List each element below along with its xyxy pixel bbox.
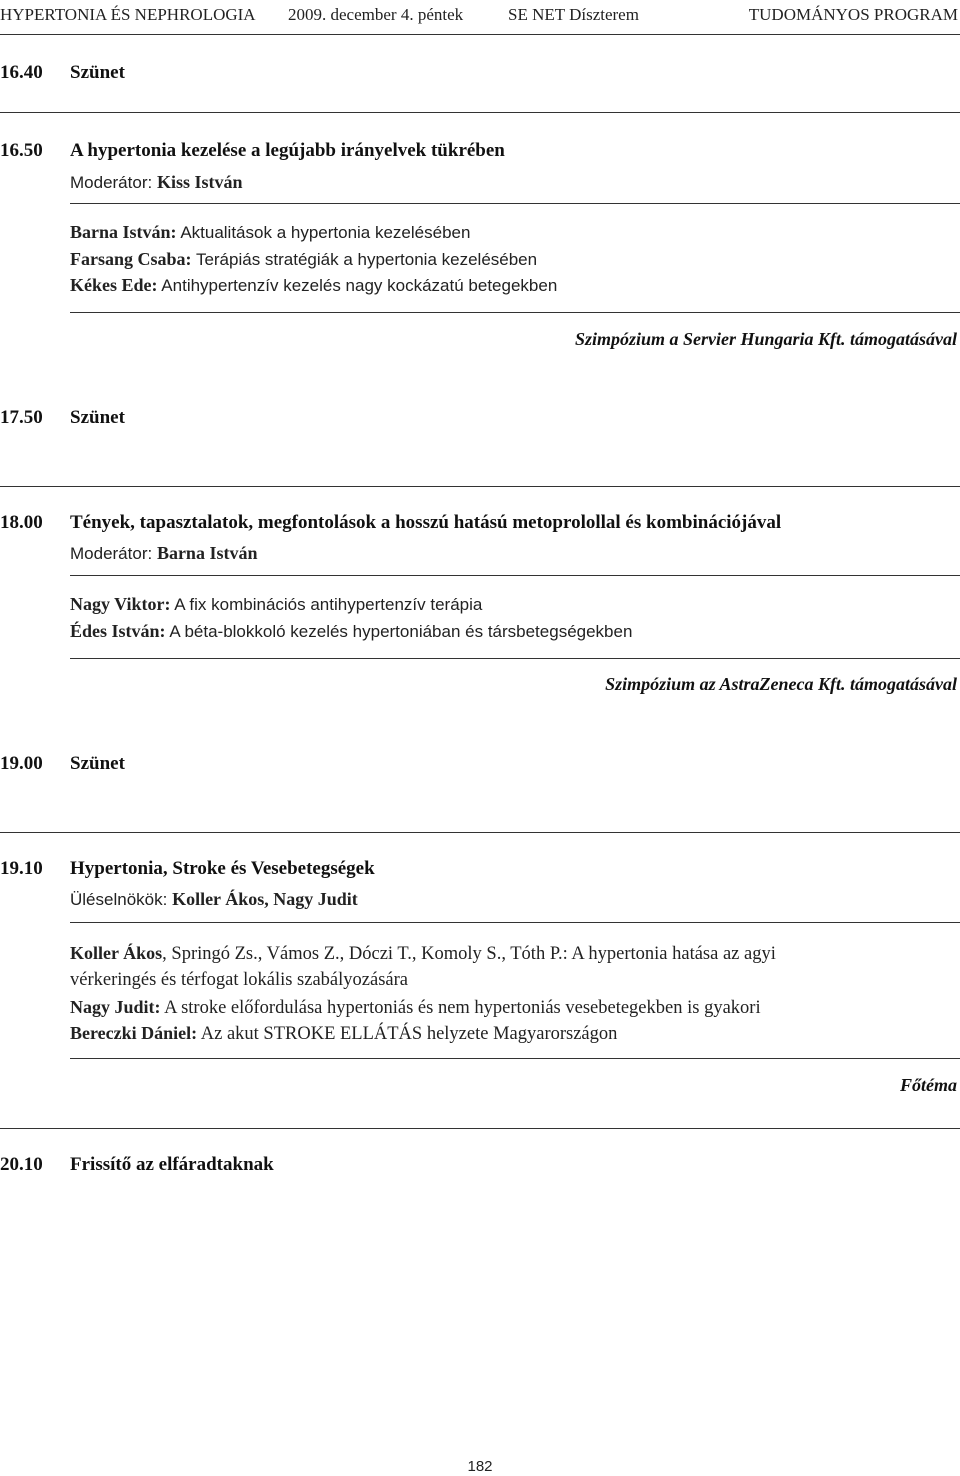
session-title: Szünet [70,407,125,428]
talk-speaker: Nagy Judit: [70,997,161,1017]
session-time: 16.40 [0,62,43,83]
talk-topic: A stroke előfordulása hypertoniás és nem hypertoniás vesebetegekben is gyakori [164,998,761,1018]
event-venue: SE NET Díszterem [508,5,639,24]
moderator-name: Barna István [156,543,258,563]
moderator-line [70,543,257,564]
header-divider [0,34,960,35]
moderator-line [70,889,358,910]
talk-line [70,970,408,991]
section-divider [0,1128,960,1129]
talk-line [70,275,557,296]
talk-topic: A fix kombinációs antihypertenzív terápia [174,595,483,614]
sponsor-note: Főtéma [900,1075,957,1095]
talk-topic: Antihypertenzív kezelés nagy kockázatú betegekben [161,276,558,295]
journal-title: HYPERTONIA ÉS NEPHROLOGIA [0,5,256,24]
talk-line [70,1023,617,1045]
moderator-label: Üléselnökök: [70,890,168,909]
talk-speaker: Bereczki Dániel: [70,1023,198,1043]
talk-topic: Az akut STROKE ELLÁTÁS helyzete Magyarországon [200,1024,618,1044]
page-header [0,0,960,32]
section-divider [70,658,960,659]
talk-topic: vérkeringés és térfogat lokális szabályozására [70,970,408,990]
session-title: A hypertonia kezelése a legújabb irányelvek tükrében [70,140,505,161]
moderator-name: Kiss István [156,172,243,192]
talk-topic: A béta-blokkoló kezelés hypertoniában és társbetegségekben [169,622,633,641]
talk-line [70,249,537,270]
talk-speaker: Nagy Viktor: [70,594,171,614]
section-divider [70,203,960,204]
event-date: 2009. december 4. péntek [288,5,464,24]
talk-line [70,594,482,615]
talk-line [70,621,632,642]
talk-line [70,222,470,243]
session-title: Tények, tapasztalatok, megfontolások a hosszú hatású metoprolollal és kombinációjával [70,512,782,533]
section-divider [70,312,960,313]
moderator-line [70,172,242,193]
sponsor-note: Szimpózium az AstraZeneca Kft. támogatásával [605,674,957,694]
section-divider [70,922,960,923]
session-time: 19.10 [0,858,43,879]
talk-line [70,997,761,1019]
session-title: Szünet [70,753,125,774]
session-title: Szünet [70,62,125,83]
section-divider [0,112,960,113]
session-time: 16.50 [0,140,43,161]
session-time: 17.50 [0,407,43,428]
session-time: 18.00 [0,512,43,533]
moderator-label: Moderátor: [70,173,153,192]
talk-line [70,943,776,965]
session-title: Hypertonia, Stroke és Vesebetegségek [70,858,375,879]
session-title: Frissítő az elfáradtaknak [70,1154,274,1175]
session-time: 20.10 [0,1154,43,1175]
talk-topic: , Springó Zs., Vámos Z., Dóczi T., Komoly S., Tóth P.: A hypertonia hatása az agyi [162,944,776,964]
talk-speaker: Kékes Ede: [70,275,158,295]
section-divider [0,486,960,487]
program-label: TUDOMÁNYOS PROGRAM [748,5,958,24]
moderator-name: Koller Ákos, Nagy Judit [172,889,358,909]
talk-topic: Terápiás stratégiák a hypertonia kezelésében [195,250,538,269]
section-divider [70,1058,960,1059]
talk-speaker: Édes István: [70,621,166,641]
talk-topic: Aktualitások a hypertonia kezelésében [180,223,471,242]
talk-speaker: Barna István: [70,222,177,242]
section-divider [70,575,960,576]
talk-speaker: Farsang Csaba: [70,249,192,269]
moderator-label: Moderátor: [70,544,153,563]
talk-speaker: Koller Ákos [70,943,163,963]
session-time: 19.00 [0,753,43,774]
sponsor-note: Szimpózium a Servier Hungaria Kft. támogatásával [574,329,957,349]
section-divider [0,832,960,833]
page-number: 182 [467,1458,493,1475]
